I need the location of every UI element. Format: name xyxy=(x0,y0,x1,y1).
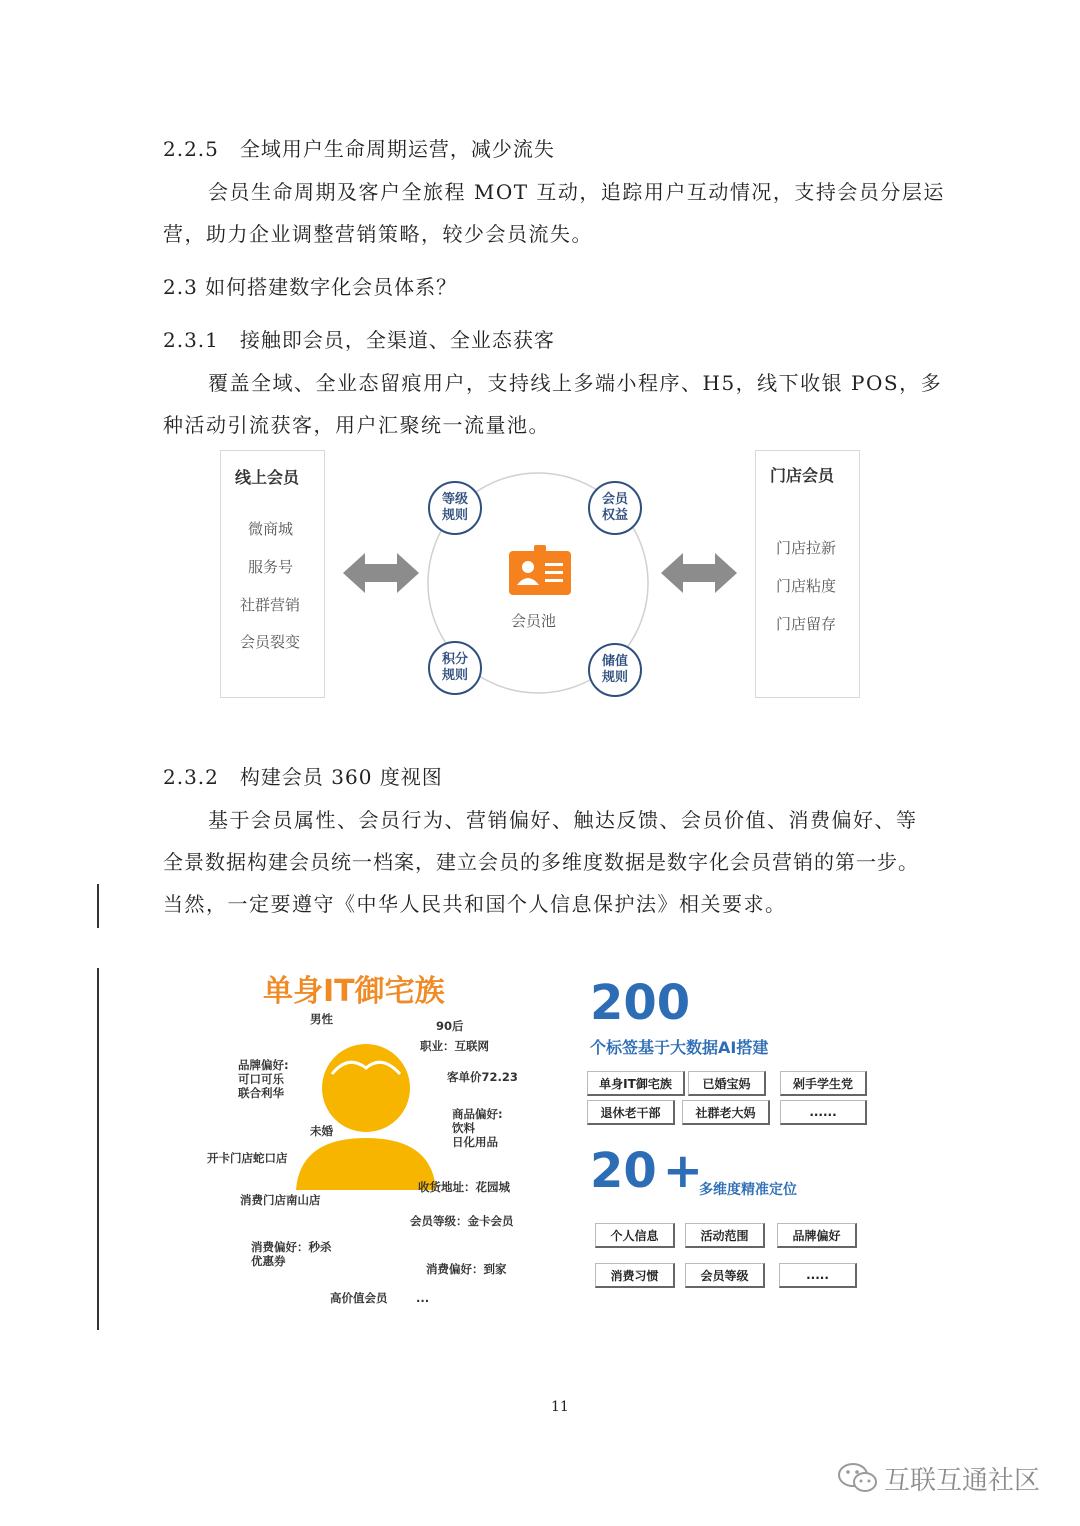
persona-goods-pref: 商品偏好: 饮料 日化用品 xyxy=(452,1107,503,1149)
persona-more: ... xyxy=(416,1291,430,1305)
section-2-3-title: 2.3 如何搭建数字化会员体系？ xyxy=(163,275,458,299)
tag-chip: 消费习惯 xyxy=(595,1263,675,1288)
persona-spend-pref-2: 消费偏好：到家 xyxy=(426,1262,507,1276)
member-pool-diagram xyxy=(215,448,865,703)
stat-20-caption: 多维度精准定位 xyxy=(699,1182,797,1198)
online-member-title: 线上会员 xyxy=(235,468,300,487)
section-2-2-5-para-line1: 会员生命周期及客户全旅程 MOT 互动，追踪用户互动情况，支持会员分层运 xyxy=(208,180,945,204)
double-arrow-right-icon xyxy=(661,551,737,595)
store-item-stickiness: 门店粘度 xyxy=(776,577,837,595)
tag-chip: 社群老大妈 xyxy=(682,1100,770,1125)
node-points-rules: 积分 规则 xyxy=(428,641,482,695)
tag-chip: 剁手学生党 xyxy=(780,1071,867,1096)
persona-spend-store: 消费门店南山店 xyxy=(240,1193,321,1207)
persona-brand-pref: 品牌偏好: 可口可乐 联合利华 xyxy=(238,1058,289,1100)
section-2-3-2-para-line1: 基于会员属性、会员行为、营销偏好、触达反馈、会员价值、消费偏好、等 xyxy=(208,808,918,832)
member-card-icon xyxy=(509,545,571,595)
persona-marital: 未婚 xyxy=(310,1124,333,1138)
tag-chip: 单身IT御宅族 xyxy=(587,1071,685,1096)
page-number: 11 xyxy=(551,1399,569,1415)
stat-200-caption: 个标签基于大数据AI搭建 xyxy=(590,1038,769,1057)
tag-chip: 个人信息 xyxy=(595,1223,675,1248)
stat-20-plus: 20 + xyxy=(590,1143,704,1199)
watermark-text: 互联互通社区 xyxy=(884,1465,1041,1496)
tag-chip: 活动范围 xyxy=(685,1223,765,1248)
online-item-fission: 会员裂变 xyxy=(240,633,301,651)
node-level-rules: 等级 规则 xyxy=(428,481,482,535)
tag-stats-panel xyxy=(585,975,880,1315)
persona-address: 收货地址：花园城 xyxy=(418,1180,510,1194)
tag-chip: 品牌偏好 xyxy=(777,1223,857,1248)
online-item-service: 服务号 xyxy=(248,558,294,576)
node-member-rights: 会员 权益 xyxy=(588,481,642,535)
persona-illustration xyxy=(200,960,550,1320)
revision-bar xyxy=(97,968,99,1330)
persona-level: 会员等级：金卡会员 xyxy=(410,1214,514,1228)
tag-chip: 会员等级 xyxy=(685,1263,765,1288)
node-stored-value-rules: 储值 规则 xyxy=(588,643,642,697)
persona-value: 高价值会员 xyxy=(330,1291,388,1305)
section-2-3-1-para-line1: 覆盖全域、全业态留痕用户，支持线上多端小程序、H5，线下收银 POS，多 xyxy=(208,371,943,395)
online-member-panel xyxy=(220,450,325,698)
store-member-panel xyxy=(755,450,860,698)
wechat-icon xyxy=(836,1460,880,1496)
section-2-2-5-title: 2.2.5 全域用户生命周期运营，减少流失 xyxy=(163,137,555,161)
section-2-3-2-title: 2.3.2 构建会员 360 度视图 xyxy=(163,765,443,789)
tag-chip: ...... xyxy=(780,1100,867,1125)
section-2-3-2-para-line2: 全景数据构建会员统一档案，建立会员的多维度数据是数字化会员营销的第一步。 xyxy=(163,850,919,874)
section-2-3-1-para-line2: 种活动引流获客，用户汇聚统一流量池。 xyxy=(163,413,550,437)
persona-age: 90后 xyxy=(436,1019,464,1033)
revision-bar xyxy=(97,884,99,928)
online-item-mall: 微商城 xyxy=(248,520,294,538)
person-silhouette-icon xyxy=(296,1038,436,1190)
persona-card-store: 开卡门店蛇口店 xyxy=(207,1151,288,1165)
section-2-3-2-para-line3: 当然，一定要遵守《中华人民共和国个人信息保护法》相关要求。 xyxy=(163,892,787,916)
stat-200: 200 xyxy=(590,975,691,1031)
persona-avg-price: 客单价72.23 xyxy=(447,1070,518,1084)
tag-chip: 退休老干部 xyxy=(587,1100,675,1125)
persona-title: 单身IT御宅族 xyxy=(263,974,445,1009)
member-pool-label: 会员池 xyxy=(511,612,557,630)
online-item-community: 社群营销 xyxy=(240,596,301,614)
store-item-retention: 门店留存 xyxy=(776,615,837,633)
store-item-acquire: 门店拉新 xyxy=(776,539,837,557)
store-member-title: 门店会员 xyxy=(770,466,835,485)
persona-spend-pref-1: 消费偏好：秒杀 优惠券 xyxy=(251,1240,332,1268)
section-2-3-1-title: 2.3.1 接触即会员，全渠道、全业态获客 xyxy=(163,328,555,352)
persona-job: 职业：互联网 xyxy=(420,1039,489,1053)
persona-gender: 男性 xyxy=(310,1012,333,1026)
tag-chip: 已婚宝妈 xyxy=(688,1071,766,1096)
watermark xyxy=(836,1458,1040,1498)
double-arrow-left-icon xyxy=(343,551,419,595)
tag-chip: ..... xyxy=(779,1263,857,1288)
section-2-2-5-para-line2: 营，助力企业调整营销策略，较少会员流失。 xyxy=(163,222,593,246)
